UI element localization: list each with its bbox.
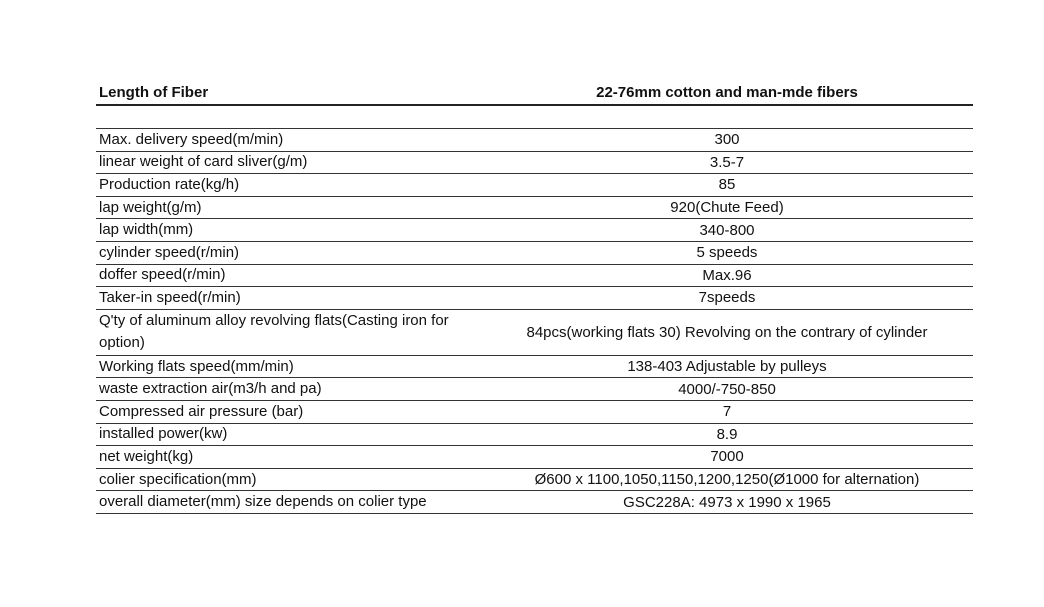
table-spacer-row <box>96 106 973 129</box>
row-label: doffer speed(r/min) <box>99 266 226 284</box>
row-label: lap width(mm) <box>99 221 194 239</box>
table-row <box>96 469 973 492</box>
row-value: 8.9 <box>716 425 738 443</box>
table-row <box>96 242 973 265</box>
row-value: 340-800 <box>699 221 755 239</box>
row-label: Production rate(kg/h) <box>99 175 240 193</box>
row-value: Ø600 x 1100,1050,1150,1200,1250(Ø1000 for alternation) <box>534 471 920 489</box>
row-value: 920(Chute Feed) <box>670 199 784 217</box>
row-label: cylinder speed(r/min) <box>99 243 240 261</box>
header-label: Length of Fiber <box>99 84 209 101</box>
table-row <box>96 152 973 175</box>
row-value: 7000 <box>710 448 744 466</box>
table-row <box>96 197 973 220</box>
table-row <box>96 174 973 197</box>
row-label: linear weight of card sliver(g/m) <box>99 153 308 171</box>
table-row <box>96 378 973 401</box>
table-header-row <box>96 80 973 106</box>
table-row <box>96 356 973 379</box>
header-value: 22-76mm cotton and man-mde fibers <box>596 84 858 101</box>
spec-table <box>96 80 973 514</box>
table-row <box>96 424 973 447</box>
table-row <box>96 219 973 242</box>
table-row <box>96 446 973 469</box>
row-label: installed power(kw) <box>99 425 228 443</box>
table-row <box>96 287 973 310</box>
row-label: Compressed air pressure (bar) <box>99 402 304 420</box>
row-value: 138-403 Adjustable by pulleys <box>627 358 827 376</box>
row-label: Taker-in speed(r/min) <box>99 288 241 306</box>
row-label: Max. delivery speed(m/min) <box>99 130 284 148</box>
row-value: Max.96 <box>702 266 752 284</box>
row-value: 4000/-750-850 <box>678 380 776 398</box>
table-row <box>96 491 973 514</box>
row-value: 84pcs(working flats 30) Revolving on the contrary of cylinder <box>526 323 928 341</box>
table-row <box>96 310 973 356</box>
row-label: colier specification(mm) <box>99 470 257 488</box>
row-label: waste extraction air(m3/h and pa) <box>99 380 322 398</box>
row-value: 300 <box>714 131 740 149</box>
row-label: overall diameter(mm) size depends on colier type <box>99 493 427 511</box>
row-label: lap weight(g/m) <box>99 198 202 216</box>
table-row <box>96 265 973 288</box>
row-value: 3.5-7 <box>709 153 745 171</box>
row-value: 7speeds <box>698 289 756 307</box>
row-value: 85 <box>718 176 736 194</box>
row-value: GSC228A: 4973 x 1990 x 1965 <box>623 493 831 511</box>
row-label: net weight(kg) <box>99 447 194 465</box>
table-row <box>96 129 973 152</box>
row-value: 7 <box>722 403 732 421</box>
table-row <box>96 401 973 424</box>
row-label: Q'ty of aluminum alloy revolving flats(Casting iron for option) <box>99 312 449 352</box>
row-value: 5 speeds <box>696 244 758 262</box>
row-label: Working flats speed(mm/min) <box>99 357 294 375</box>
